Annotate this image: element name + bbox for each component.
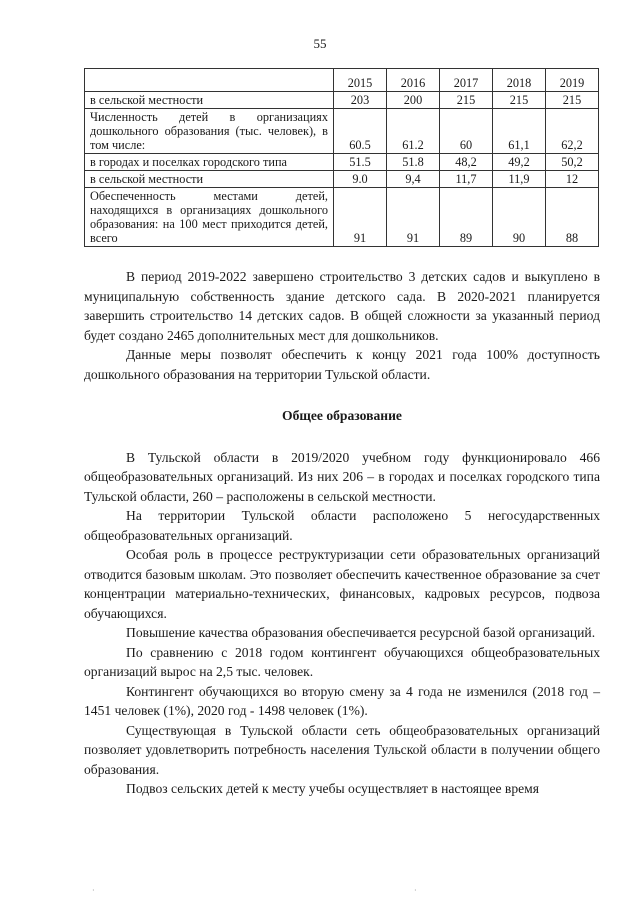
cell-value: 51.5 — [334, 154, 387, 171]
scan-mark: · — [414, 886, 417, 895]
cell-value: 60 — [440, 109, 493, 154]
row-label: Численность детей в организациях дошкольного образования (тыс. человек), в том числе: — [85, 109, 334, 154]
cell-value: 91 — [387, 188, 440, 247]
cell-value: 91 — [334, 188, 387, 247]
cell-value: 215 — [440, 92, 493, 109]
cell-value: 51.8 — [387, 154, 440, 171]
cell-value: 61,1 — [493, 109, 546, 154]
document-body — [84, 267, 600, 799]
paragraph: Особая роль в процессе реструктуризации сети образовательных организаций отводится базовым школам. Это позволяет обеспечить качественное образование за счет концентрации материально-технических, финансовых, кадровых ресурсов, подвоза обучающихся. — [84, 547, 600, 621]
row-label: в сельской местности — [85, 92, 334, 109]
cell-value: 49,2 — [493, 154, 546, 171]
cell-value: 200 — [387, 92, 440, 109]
cell-value: 203 — [334, 92, 387, 109]
section-title: Общее образование — [282, 408, 402, 423]
cell-value: 9.0 — [334, 171, 387, 188]
paragraph: В Тульской области в 2019/2020 учебном году функционировало 466 общеобразовательных организаций. Из них 206 – в городах и поселках городского типа Тульской области, 260 – расположены в сельской местности. — [84, 449, 600, 504]
year-header: 2015 — [334, 69, 387, 92]
row-label: Обеспеченность местами детей, находящихся в организациях дошкольного образования: на 100 мест приходится детей, всего — [85, 188, 334, 247]
row-label: в городах и поселках городского типа — [85, 154, 334, 171]
cell-value: 12 — [546, 171, 599, 188]
statistics-table — [84, 68, 599, 247]
paragraph: Повышение качества образования обеспечивается ресурсной базой организаций. — [126, 625, 596, 640]
paragraph: Подвоз сельских детей к месту учебы осуществляет в настоящее время — [126, 781, 540, 796]
year-header: 2016 — [387, 69, 440, 92]
cell-value: 88 — [546, 188, 599, 247]
paragraph: Контингент обучающихся во вторую смену за 4 года не изменился (2018 год – 1451 человек (1%), 2020 год - 1498 человек (1%). — [84, 683, 600, 718]
paragraph: По сравнению с 2018 годом контингент обучающихся общеобразовательных организаций вырос на 2,5 тыс. человек. — [84, 644, 600, 679]
paragraph: Данные меры позволят обеспечить к концу 2021 года 100% доступность дошкольного образования на территории Тульской области. — [84, 347, 600, 382]
table-row — [85, 188, 599, 247]
page-number: 55 — [313, 36, 327, 51]
cell-value: 215 — [546, 92, 599, 109]
table-row — [85, 109, 599, 154]
cell-value: 9,4 — [387, 171, 440, 188]
table-row — [85, 92, 599, 109]
table-row — [85, 154, 599, 171]
cell-value: 60.5 — [334, 109, 387, 154]
cell-value: 11,7 — [440, 171, 493, 188]
table-header-row — [85, 69, 599, 92]
year-header: 2019 — [546, 69, 599, 92]
cell-value: 48,2 — [440, 154, 493, 171]
year-header: 2017 — [440, 69, 493, 92]
paragraph: На территории Тульской области расположено 5 негосударственных общеобразовательных организаций. — [84, 508, 600, 543]
cell-value: 11,9 — [493, 171, 546, 188]
year-header: 2018 — [493, 69, 546, 92]
table-row — [85, 171, 599, 188]
cell-value: 62,2 — [546, 109, 599, 154]
scan-mark: · — [92, 886, 95, 895]
cell-value: 90 — [493, 188, 546, 247]
paragraph: Существующая в Тульской области сеть общеобразовательных организаций позволяет удовлетворить потребность населения Тульской области в получении общего образования. — [84, 722, 600, 777]
cell-value: 61.2 — [387, 109, 440, 154]
cell-value: 89 — [440, 188, 493, 247]
cell-value: 215 — [493, 92, 546, 109]
row-label: в сельской местности — [85, 171, 334, 188]
cell-value: 50,2 — [546, 154, 599, 171]
table-header-empty — [85, 69, 334, 92]
paragraph: В период 2019-2022 завершено строительство 3 детских садов и выкуплено в муниципальную собственность здание детского сада. В 2020-2021 планируется завершить строительство 14 детских садов. В общей сложности за указанный период будет создано 2465 дополнительных мест для дошкольников. — [84, 269, 600, 343]
